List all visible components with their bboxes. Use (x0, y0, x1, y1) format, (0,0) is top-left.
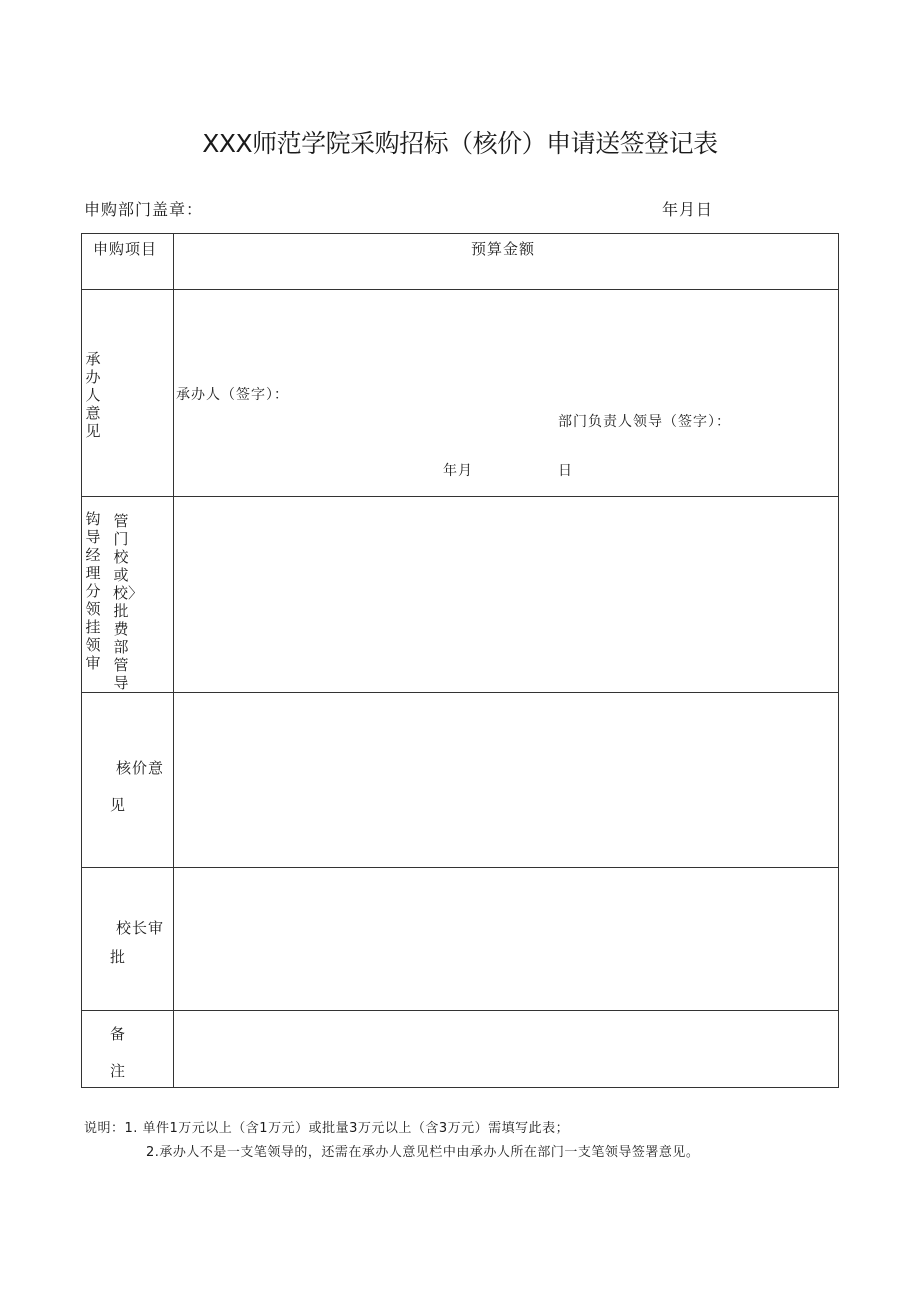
president-approval-label-1: 校长审 (116, 919, 165, 937)
date-label: 年月日 (662, 200, 714, 219)
leader-approval-label-right: 管门校或校〉批费部管导 (113, 512, 144, 692)
remarks-label-1: 备 (110, 1025, 127, 1043)
row-divider (81, 496, 839, 497)
table-border-top (81, 233, 839, 234)
price-opinion-label-1: 核价意 (116, 759, 165, 777)
row-divider (81, 692, 839, 693)
handler-year-month: 年月 (443, 463, 473, 479)
row-divider (81, 289, 839, 290)
page-title: XXX师范学院采购招标（核价）申请送签登记表 (202, 129, 718, 158)
table-border-right (838, 233, 839, 1088)
budget-label: 预算金额 (471, 240, 536, 258)
note-line-1: 说明：1. 单件1万元以上（含1万元）或批量3万元以上（含3万元）需填写此表； (84, 1121, 570, 1136)
remarks-label-2: 注 (110, 1062, 127, 1080)
handler-signature-label: 承办人（签字）： (176, 387, 289, 403)
handler-day: 日 (558, 463, 573, 479)
column-divider (173, 233, 174, 1088)
handler-opinion-label: 承办人意见 (85, 350, 101, 440)
row-divider (81, 867, 839, 868)
dept-seal-label: 申购部门盖章： (84, 200, 204, 219)
leader-approval-label-left: 钩导经理分领挂领审 (85, 510, 101, 672)
row-divider (81, 1010, 839, 1011)
table-border-bottom (81, 1087, 839, 1088)
note-line-2: 2.承办人不是一支笔领导的，还需在承办人意见栏中由承办人所在部门一支笔领导签署意见。 (146, 1145, 700, 1160)
project-label: 申购项目 (93, 240, 158, 258)
table-border-left (81, 233, 82, 1088)
price-opinion-label-2: 见 (110, 796, 127, 814)
dept-head-signature-label: 部门负责人领导（签字）： (558, 414, 731, 430)
president-approval-label-2: 批 (110, 948, 127, 966)
